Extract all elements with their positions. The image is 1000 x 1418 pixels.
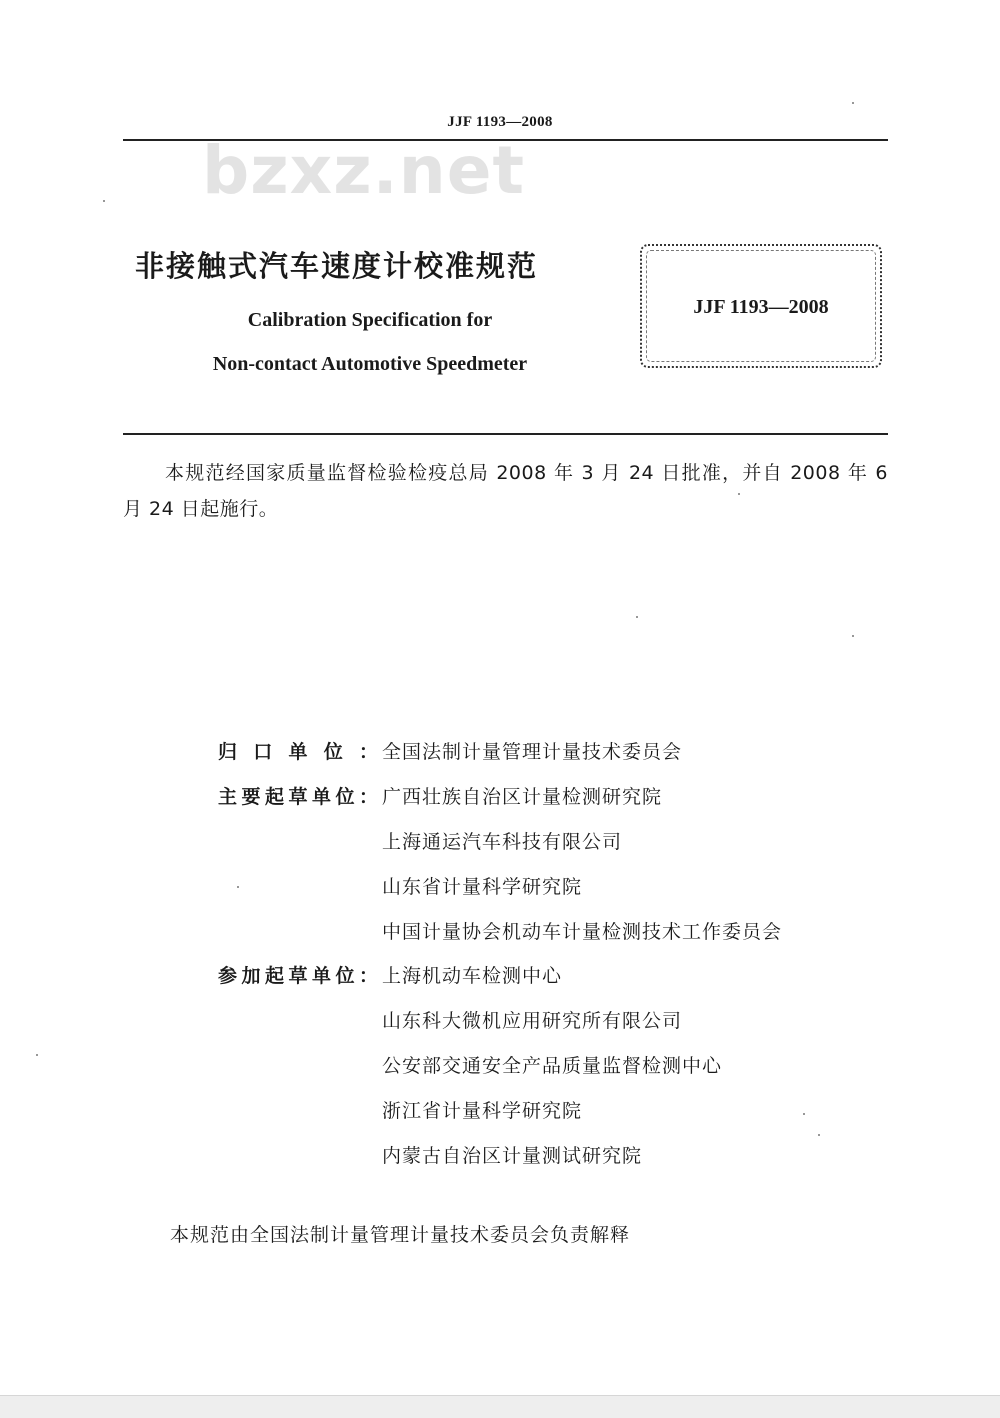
scan-speck: [852, 102, 854, 104]
scan-speck: [818, 1134, 820, 1136]
standard-code-box-text: JJF 1193—2008: [693, 296, 829, 318]
unit-value: 山东科大微机应用研究所有限公司: [382, 1010, 683, 1032]
unit-value: 山东省计量科学研究院: [382, 876, 583, 898]
unit-value: 浙江省计量科学研究院: [382, 1100, 583, 1122]
title-english-line-2: Non-contact Automotive Speedmeter: [212, 353, 528, 375]
standard-code-box: [640, 244, 882, 368]
unit-value: 全国法制计量管理计量技术委员会: [382, 741, 683, 763]
unit-value: 广西壮族自治区计量检测研究院: [382, 786, 663, 808]
unit-value: 上海通运汽车科技有限公司: [382, 831, 623, 853]
title-english-line-1: Calibration Specification for: [247, 309, 493, 331]
watermark: bzxz.net: [202, 132, 526, 209]
approval-statement: 本规范经国家质量监督检验检疫总局 2008 年 3 月 24 日批准，并自 2008 年 6 月 24 日起施行。: [123, 462, 888, 520]
scan-speck: [852, 635, 854, 637]
unit-value: 中国计量协会机动车计量检测技术工作委员会: [382, 921, 783, 943]
unit-value: 公安部交通安全产品质量监督检测中心: [382, 1055, 723, 1077]
unit-value: 内蒙古自治区计量测试研究院: [382, 1145, 643, 1167]
scan-speck: [636, 616, 638, 618]
unit-label-participating-drafting: 参加起草单位：: [218, 965, 378, 987]
scan-speck: [36, 1054, 38, 1056]
middle-rule: [123, 433, 888, 435]
unit-value: 上海机动车检测中心: [382, 965, 563, 987]
scan-speck: [738, 493, 740, 495]
scan-speck: [803, 1113, 805, 1115]
header-standard-code: JJF 1193—2008: [447, 114, 553, 130]
unit-label-responsible: 归口单位：: [218, 741, 378, 763]
scan-speck: [237, 886, 239, 888]
title-chinese: 非接触式汽车速度计校准规范: [135, 249, 539, 283]
unit-label-main-drafting: 主要起草单位：: [218, 786, 378, 808]
interpretation-note: 本规范由全国法制计量管理计量技术委员会负责解释: [170, 1224, 631, 1246]
scan-speck: [103, 200, 105, 202]
page-bottom-edge: [0, 1395, 1000, 1418]
